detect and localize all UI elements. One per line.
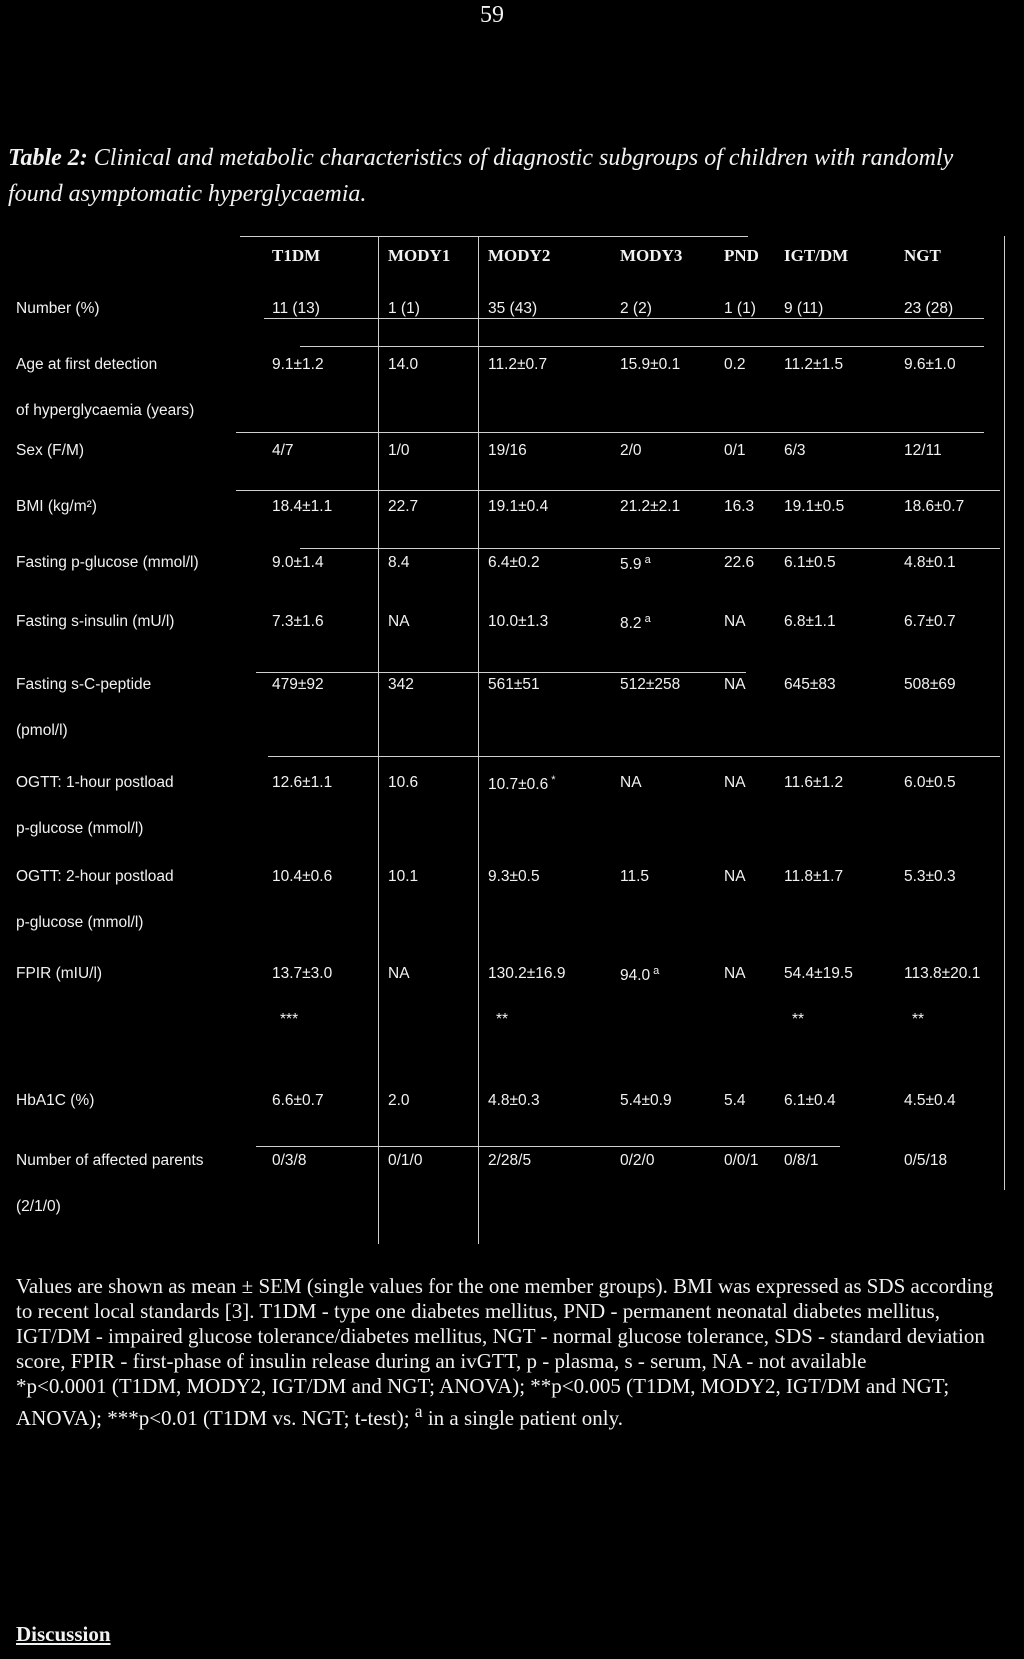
table-cell: 0/5/18 [904, 1152, 948, 1169]
table-rule [240, 236, 748, 237]
table-cell: 645±83 [784, 676, 836, 693]
column-header-7: NGT [904, 246, 941, 265]
table-cell: 6.8±1.1 [784, 613, 836, 630]
table-column-rule [1004, 236, 1005, 1190]
row-label-continued: p-glucose (mmol/l) [16, 820, 144, 837]
table-cell: NA [388, 613, 410, 630]
table-cell: 0/1/0 [388, 1152, 423, 1169]
significance-mark: ** [496, 1011, 509, 1028]
table-cell: NA [724, 613, 746, 630]
table-cell: 9.0±1.4 [272, 554, 324, 571]
row-label: Fasting s-C-peptide [16, 676, 152, 693]
table-cell: 1/0 [388, 442, 410, 459]
table-rule [300, 548, 1000, 549]
table-cell: 16.3 [724, 498, 755, 515]
table-cell: 0/2/0 [620, 1152, 655, 1169]
table-cell: 508±69 [904, 676, 956, 693]
table-cell: 35 (43) [488, 300, 538, 317]
table-cell: 11.2±1.5 [784, 356, 844, 373]
table-cell: 12.6±1.1 [272, 774, 333, 791]
row-label: Fasting p-glucose (mmol/l) [16, 554, 199, 571]
row-label: FPIR (mIU/l) [16, 965, 103, 982]
row-label: OGTT: 1-hour postload [16, 774, 174, 791]
table-cell: 11.2±0.7 [488, 356, 548, 373]
table-cell: 5.3±0.3 [904, 868, 956, 885]
table-cell: 19.1±0.5 [784, 498, 845, 515]
table-cell: 14.0 [388, 356, 419, 373]
table-cell: 5.9 $^a$ [620, 554, 651, 574]
table-cell: 19/16 [488, 442, 527, 459]
table-rule [256, 672, 746, 673]
row-label: Number of affected parents [16, 1152, 204, 1169]
table-cell: 11.8±1.7 [784, 868, 844, 885]
table-cell: 2 (2) [620, 300, 652, 317]
table-cell: NA [620, 774, 642, 791]
footnote-abbreviations: Values are shown as mean ± SEM (single values for the one member groups). BMI was expressed as SDS according to recent local standards [3]. T1DM - type one diabetes mellitus, PND - permanent neonatal diabetes mellitus, IGT/DM - impaired glucose tolerance/diabetes mellitus, NGT - normal glucose tolerance, SDS - standard deviation score, FPIR - first-phase of insulin release during an ivGTT, p - plasma, s - serum, NA - not available [16, 1274, 994, 1373]
column-header-4: MODY3 [620, 246, 683, 265]
column-header-2: MODY1 [388, 246, 451, 265]
table-cell: 10.1 [388, 868, 419, 885]
row-label-continued: (pmol/l) [16, 722, 68, 739]
row-label-continued: (2/1/0) [16, 1198, 61, 1215]
table-cell: 0.2 [724, 356, 746, 373]
table-cell: 7.3±1.6 [272, 613, 324, 630]
table-cell: 0/1 [724, 442, 746, 459]
table-rule [236, 490, 1000, 491]
table-cell: 512±258 [620, 676, 681, 693]
table-cell: 4.8±0.1 [904, 554, 956, 571]
table-cell: 21.2±2.1 [620, 498, 681, 515]
page-number: 59 [480, 2, 504, 28]
table-cell: 10.4±0.6 [272, 868, 333, 885]
table-cell: 5.4 [724, 1092, 746, 1109]
table-cell: 94.0 $^a$ [620, 965, 660, 985]
table-cell: 9.6±1.0 [904, 356, 956, 373]
table-cell: 11 (13) [272, 300, 320, 317]
table-cell: 19.1±0.4 [488, 498, 549, 515]
table-cell: 5.4±0.9 [620, 1092, 672, 1109]
significance-mark: ** [912, 1011, 925, 1028]
discussion-heading: Discussion [16, 1622, 111, 1646]
footnote-significance-text: *p<0.0001 (T1DM, MODY2, IGT/DM and NGT; ANOVA); **p<0.005 (T1DM, MODY2, IGT/DM and NGT; ANOVA); ***p<0.01 (T1DM vs. NGT; t-test); [16, 1374, 950, 1430]
table-cell: 9 (11) [784, 300, 824, 317]
table-rule [300, 346, 984, 347]
table-cell: 479±92 [272, 676, 324, 693]
table-cell: 22.6 [724, 554, 755, 571]
table-cell: 6.1±0.5 [784, 554, 836, 571]
table-cell: 1 (1) [388, 300, 420, 317]
row-label: OGTT: 2-hour postload [16, 868, 174, 885]
row-label: HbA1C (%) [16, 1092, 95, 1109]
table-column-rule [378, 236, 379, 1244]
cell-footnote-mark: a [644, 613, 651, 625]
footnote-single-patient: in a single patient only. [427, 1406, 623, 1430]
table-cell: 130.2±16.9 [488, 965, 566, 982]
table-cell: 8.2 $^a$ [620, 613, 651, 633]
column-header-3: MODY2 [488, 246, 551, 265]
row-label: Age at first detection [16, 356, 158, 373]
table-cell: 11.6±1.2 [784, 774, 844, 791]
column-header-6: IGT/DM [784, 246, 849, 265]
table-cell: 11.5 [620, 868, 650, 885]
table-cell: 4/7 [272, 442, 294, 459]
table-cell: 2/0 [620, 442, 642, 459]
significance-mark: *** [280, 1011, 299, 1028]
table-cell: 113.8±20.1 [904, 965, 981, 982]
table-cell: 9.3±0.5 [488, 868, 540, 885]
table-cell: 4.8±0.3 [488, 1092, 540, 1109]
caption-text: Clinical and metabolic characteristics of diagnostic subgroups of children with randomly found asymptomatic hyperglycaemia. [8, 145, 954, 207]
table-cell: 8.4 [388, 554, 410, 571]
table-cell: 6.7±0.7 [904, 613, 956, 630]
table-cell: NA [724, 774, 746, 791]
cell-footnote-mark: a [644, 554, 651, 566]
table-cell: 18.4±1.1 [272, 498, 333, 515]
table-cell: 10.0±1.3 [488, 613, 549, 630]
table-cell: 0/0/1 [724, 1152, 759, 1169]
table-cell: NA [724, 868, 746, 885]
table-rule [236, 432, 984, 433]
table-rule [264, 318, 984, 319]
table-cell: 6.6±0.7 [272, 1092, 324, 1109]
table-cell: 0/3/8 [272, 1152, 307, 1169]
table-cell: 6.1±0.4 [784, 1092, 836, 1109]
table-cell: 9.1±1.2 [272, 356, 324, 373]
table-cell: 6.4±0.2 [488, 554, 540, 571]
significance-mark: ** [792, 1011, 805, 1028]
table-cell: 22.7 [388, 498, 419, 515]
table-footnotes [16, 1274, 1012, 1431]
table-cell: 13.7±3.0 [272, 965, 333, 982]
table-cell: 2/28/5 [488, 1152, 532, 1169]
table-cell: 6.0±0.5 [904, 774, 956, 791]
table-cell: 342 [388, 676, 414, 693]
table-rule [256, 1146, 840, 1147]
table-cell: 6/3 [784, 442, 806, 459]
cell-footnote-mark: a [653, 965, 660, 977]
table-cell: NA [388, 965, 410, 982]
row-label: BMI (kg/m²) [16, 498, 97, 515]
table-cell: 0/8/1 [784, 1152, 819, 1169]
table-cell: 23 (28) [904, 300, 954, 317]
row-label-continued: p-glucose (mmol/l) [16, 914, 144, 931]
table-cell: 2.0 [388, 1092, 410, 1109]
footnote-mark: a [414, 1401, 423, 1421]
table-column-rule [478, 236, 479, 1244]
row-label: Sex (F/M) [16, 442, 85, 459]
table-cell: 10.6 [388, 774, 419, 791]
row-label: Number (%) [16, 300, 100, 317]
table-cell: 4.5±0.4 [904, 1092, 956, 1109]
column-header-1: T1DM [272, 246, 321, 265]
table-cell: 54.4±19.5 [784, 965, 853, 982]
cell-footnote-mark: * [551, 774, 556, 786]
table-cell: 15.9±0.1 [620, 356, 681, 373]
row-label: Fasting s-insulin (mU/l) [16, 613, 175, 630]
column-header-5: PND [724, 246, 759, 265]
table-cell: NA [724, 676, 746, 693]
table-cell: 12/11 [904, 442, 942, 459]
table-cell: 18.6±0.7 [904, 498, 965, 515]
caption-lead: Table 2: [8, 145, 88, 171]
table-cell: 561±51 [488, 676, 540, 693]
table-cell: NA [724, 965, 746, 982]
table-cell: 1 (1) [724, 300, 756, 317]
table-cell: 10.7±0.6 * [488, 774, 556, 794]
footnote-significance [16, 1374, 1012, 1431]
row-label-continued: of hyperglycaemia (years) [16, 402, 195, 419]
